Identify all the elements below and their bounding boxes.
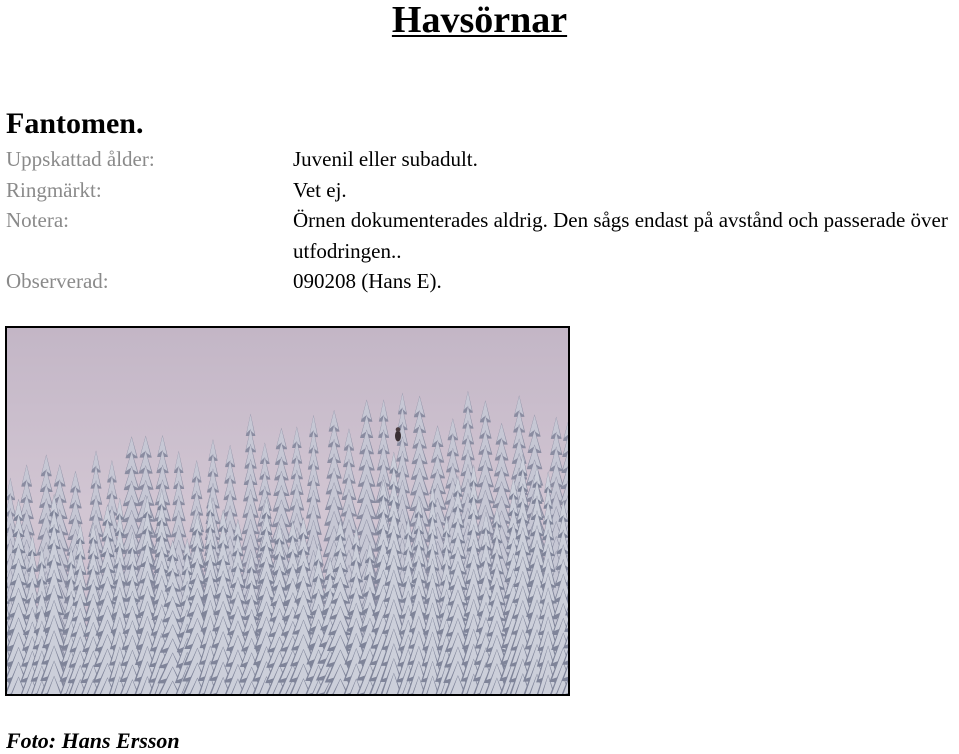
info-table	[6, 144, 956, 297]
page-title-text: Havsörnar	[392, 0, 567, 41]
field-value: Vet ej.	[293, 175, 956, 206]
forest-photo	[5, 326, 570, 696]
field-value: Juvenil eller subadult.	[293, 144, 956, 175]
field-value: Örnen dokumenterades aldrig. Den sågs endast på avstånd och passerade över utfodringen..	[293, 205, 956, 266]
forest-photo-image	[7, 328, 568, 694]
field-label: Uppskattad ålder:	[6, 144, 293, 175]
field-value: 090208 (Hans E).	[293, 266, 956, 297]
field-row-observed	[6, 266, 956, 297]
eagle	[395, 427, 401, 441]
page-title	[0, 0, 959, 40]
field-label: Notera:	[6, 205, 293, 266]
field-row-note	[6, 205, 956, 266]
field-row-ringed	[6, 175, 956, 206]
field-label: Ringmärkt:	[6, 175, 293, 206]
bird-name: Fantomen.	[6, 106, 144, 142]
field-row-age	[6, 144, 956, 175]
eagle-body	[395, 431, 401, 442]
photo-credit: Foto: Hans Ersson	[6, 728, 180, 754]
field-label: Observerad:	[6, 266, 293, 297]
eagle-head	[396, 427, 401, 432]
